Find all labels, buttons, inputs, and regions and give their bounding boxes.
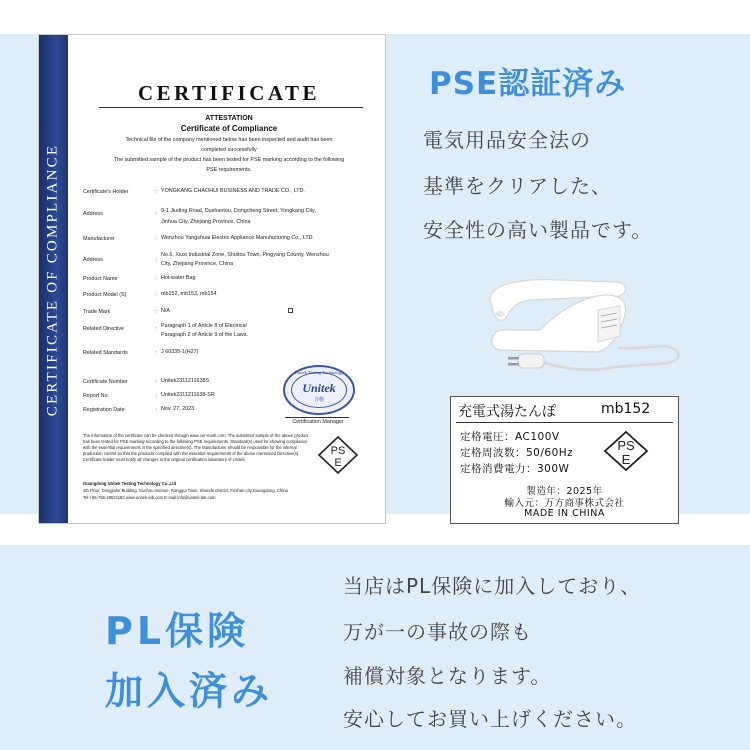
field-colon: : [156,309,158,315]
field-label: Report No. [83,393,110,399]
title-underline [99,107,363,108]
pse-mark-top: PS [330,445,346,457]
manufacturer-value: Wenzhou Yangshuai Electric Appliance Manufacturing Co., LTD. [161,235,315,241]
report-number-value: Unitek2311211638-SR [161,392,215,398]
field-label: Address [83,257,103,263]
certificate-side-bar [39,35,68,523]
label-model: mb152 [601,401,651,417]
stamp-arc-text: Unitek Testing Technology [294,370,344,375]
field-colon: : [156,393,158,399]
label-origin: MADE IN CHINA [524,508,605,519]
label-manufacture-year: 製造年：2025年 [526,486,603,497]
field-label: Product Name [83,276,118,282]
trade-mark-value: N/A [161,308,170,314]
manufacturer-address-line2: City, Zhejiang Province, China [161,261,234,267]
pse-label-top: PS [617,438,635,453]
field-colon: : [156,211,158,217]
signature-label: Certification Manager [292,419,344,425]
manufacturer-address-line1: No.6, Xiuxi Industrial Zone, Shuitou Town, Pingyang County, Wenzhou [161,252,329,258]
certificate-fine-print: The information of the certificate can be checked through www.cer-mark.com. The submitted sample of the above product has been tested for PSE marking according to the following PSE requirements. Standard(s) used for showing compliance with the essential requirements in the specified directive(s). The Manufacturer should be responsible for the internal production control so that the products complied with the essential requirements of the above mentioned Directive(s). Certificate holder must notify all changes to the original certification laboratory of Unitek. [83,433,309,463]
intro-line: completed successfully [201,147,257,153]
label-spec-voltage: 定格電圧：AC100V [460,431,560,443]
holder-address-line2: Jinhua City, Zhejiang Province, China [161,219,251,225]
pse-mark-icon [317,435,359,475]
pl-insurance-heading-line1: PL保険 [105,609,250,653]
pse-certified-heading: PSE認証済み [429,66,627,102]
certificate-title: CERTIFICATE [137,81,321,105]
field-colon: : [156,407,158,413]
trade-mark-checkbox-icon [288,308,293,313]
pl-description-line: 安心してお買い上げください。 [343,707,637,731]
label-divider [456,422,673,423]
unitek-stamp [283,365,355,415]
field-label: Address [83,211,103,217]
pse-description-line: 電気用品安全法の [423,128,591,152]
intro-line: The submitted sample of the product has been tested for PSE marking according to the following [113,157,345,163]
product-name-value: Hot-water Bag [161,275,196,281]
label-importer: 輸入元：万方商事株式会社 [504,498,625,509]
stamp-sub-text: 合格 [313,398,324,403]
certificate-subtitle: Certificate of Compliance [180,124,278,133]
certificate-side-text: CERTIFICATE OF COMPLIANCE [44,143,61,417]
pl-description-line: 万が一の事故の際も [343,620,532,644]
pse-label-bottom: E [621,452,631,467]
intro-line: PSE requirements. [206,167,252,173]
pl-description-line: 補償対象となります。 [343,664,552,688]
field-label: Registration Date [83,407,125,413]
field-label: Trade Mark [83,309,111,315]
field-label: Certificate's Holder [83,189,129,195]
signature-line [285,417,349,418]
field-colon: : [156,379,158,385]
pse-mark-icon [603,430,649,472]
lab-address: 4th Floor, Dongjiahe Building, Guchou Avenue, Ronggui Town, Shunde District, Foshan city,Guangdong, China [83,488,288,493]
directive-line1: Paragraph 1 of Article 8 of Electrical [161,323,247,329]
holder-address-line1: 9-1 Jiuding Road, Dushantou, Dongcheng Street, Yongkang City, [161,208,316,214]
holder-value: YONGKANG CHAOHUI BUSINESS AND TRADE CO., LTD. [161,188,305,194]
certificate-number-value: Unitek2311211638S [161,378,210,384]
lab-contact: Tel:+86-755-28621183 www.unitek-lab.com E-mail:info@unitek-lab.com [83,495,216,500]
field-colon: : [156,189,158,195]
intro-line: Technical file of the company mentioned below has been inspected and audit has been [125,137,333,143]
product-model-value: mb152, mb153, mb154 [161,291,217,297]
field-colon: : [156,257,158,263]
field-colon: : [156,350,158,356]
field-label: Related Directive [83,326,125,332]
certificate-document [38,34,386,524]
field-colon: : [156,292,158,298]
pse-description-line: 安全性の高い製品です。 [423,218,653,242]
pl-description-line: 当店はPL保険に加入しており、 [343,574,642,598]
registration-date-value: Nov. 27, 2023 [161,406,195,412]
lab-name: Guangdong Unitek Testing Technology Co.,Ltd [83,481,177,486]
pl-insurance-heading-line2: 加入済み [105,669,274,713]
pse-mark-bottom: E [334,457,342,469]
product-rating-label [450,396,679,524]
field-colon: : [156,236,158,242]
label-product-title: 充電式湯たんぽ [458,404,556,420]
hot-water-bag-heater-image [470,270,700,395]
field-label: Certificate Number [83,379,128,385]
field-colon: : [156,326,158,332]
stamp-logo-text: Unitek [302,381,336,395]
field-label: Related Standards [83,350,128,356]
label-spec-power: 定格消費電力：300W [460,463,570,475]
standards-value: J 60335-1(H27) [161,349,199,355]
pse-description-line: 基準をクリアした、 [423,174,612,198]
certificate-body [81,35,377,523]
field-label: Manufacturer [83,236,115,242]
attestation-heading: ATTESTATION [205,115,253,122]
label-spec-frequency: 定格周波数：50/60Hz [460,447,574,459]
directive-line2: Paragraph 2 of Article 9 of the Laws. [161,332,248,338]
field-label: Product Model (S) [83,292,127,298]
field-colon: : [156,276,158,282]
